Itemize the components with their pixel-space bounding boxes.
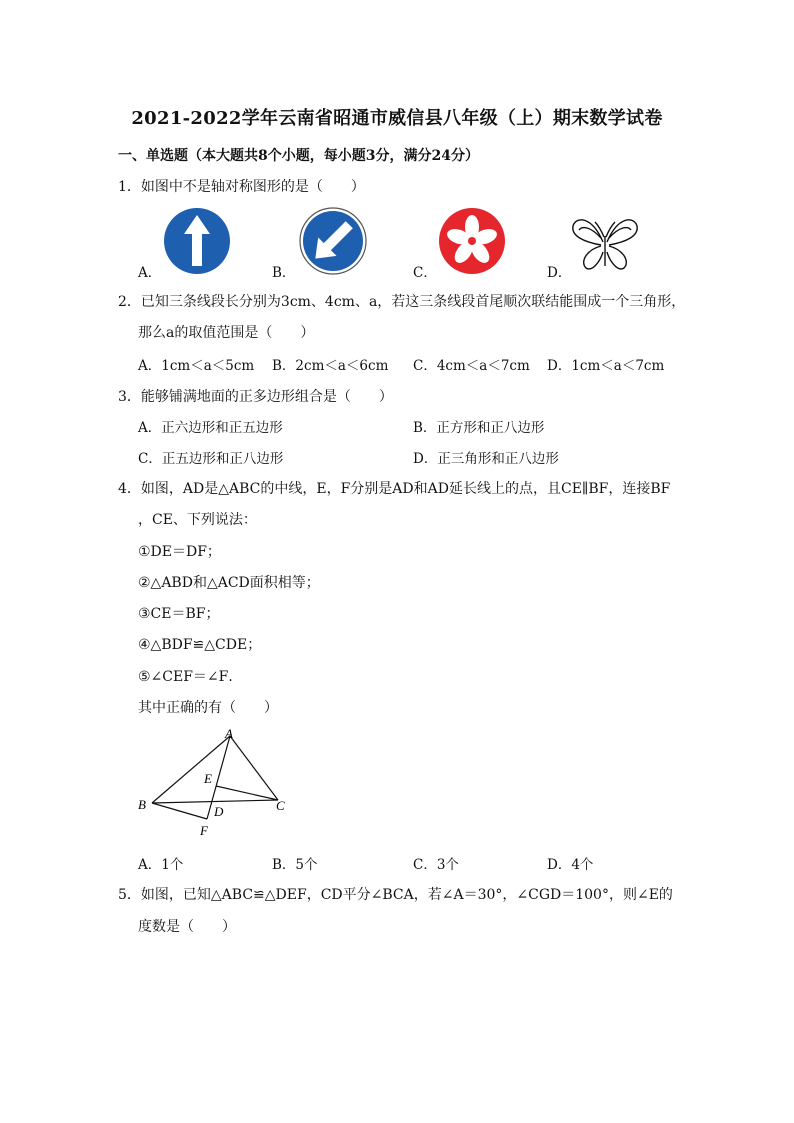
q4-statement-4: ④△BDF≌△CDE； (138, 637, 262, 653)
q4-option-d: D．4个 (547, 857, 594, 873)
q3-option-c: C．正五边形和正八边形 (138, 451, 284, 467)
q4-statement-1: ①DE＝DF； (138, 544, 221, 560)
label-f: F (200, 823, 208, 838)
label-c: C (276, 798, 285, 813)
q2-option-a: A．1cm＜a＜5cm (138, 358, 255, 374)
q1-option-a-label: A． (138, 265, 162, 281)
q2-option-c: C．4cm＜a＜7cm (413, 358, 530, 374)
q4-option-c: C．3个 (413, 857, 459, 873)
q4-statement-2: ②△ABD和△ACD面积相等； (138, 575, 320, 591)
q4-prompt: 其中正确的有（ ） (138, 700, 278, 716)
q2-stem-line2: 那么a的取值范围是（ ） (138, 325, 315, 341)
q4-triangle-figure (132, 724, 302, 842)
bauhinia-flower-icon (437, 206, 507, 276)
q3-stem: 3．能够铺满地面的正多边形组合是（ ） (118, 389, 393, 405)
label-e: E (204, 771, 212, 786)
label-b: B (138, 797, 146, 812)
q3-option-a: A．正六边形和正五边形 (138, 420, 283, 436)
label-a: A (225, 726, 233, 741)
segment-bc (152, 800, 278, 803)
q1-option-d-label: D． (547, 265, 572, 281)
q3-option-d: D．正三角形和正八边形 (413, 451, 559, 467)
q4-statement-5: ⑤∠CEF＝∠F． (138, 669, 243, 685)
q4-option-b: B．5个 (272, 857, 318, 873)
q1-option-c-label: C． (413, 265, 437, 281)
q2-option-b: B．2cm＜a＜6cm (272, 358, 389, 374)
q4-stem-line1: 4．如图，AD是△ABC的中线，E，F分别是AD和AD延长线上的点，且CE∥BF，连接BF (118, 481, 671, 497)
q4-option-a: A．1个 (138, 857, 184, 873)
segment-ab (152, 736, 230, 803)
q1-stem: 1．如图中不是轴对称图形的是（ ） (118, 179, 365, 195)
q3-option-b: B．正方形和正八边形 (413, 420, 545, 436)
butterfly-icon (570, 212, 640, 274)
segment-bf (152, 803, 207, 819)
q2-stem-line1: 2．已知三条线段长分别为3cm、4cm、a，若这三条线段首尾顺次联结能围成一个三角形， (118, 294, 686, 310)
q1-option-b-label: B． (272, 265, 296, 281)
q2-option-d: D．1cm＜a＜7cm (547, 358, 665, 374)
diagonal-arrow-sign-icon (298, 206, 368, 276)
section-heading: 一、单选题（本大题共8个小题，每小题3分，满分24分） (118, 148, 479, 164)
q4-stem-line2: ，CE、下列说法： (138, 512, 257, 528)
q4-statement-3: ③CE＝BF； (138, 606, 220, 622)
label-d: D (214, 804, 224, 819)
q5-stem-line1: 5．如图，已知△ABC≌△DEF，CD平分∠BCA，若∠A＝30°，∠CGD＝100°，则∠E的 (118, 887, 673, 903)
q5-stem-line2: 度数是（ ） (138, 919, 236, 935)
up-arrow-sign-icon (162, 206, 232, 276)
page-title: 2021-2022学年云南省昭通市威信县八年级（上）期末数学试卷 (131, 108, 663, 129)
